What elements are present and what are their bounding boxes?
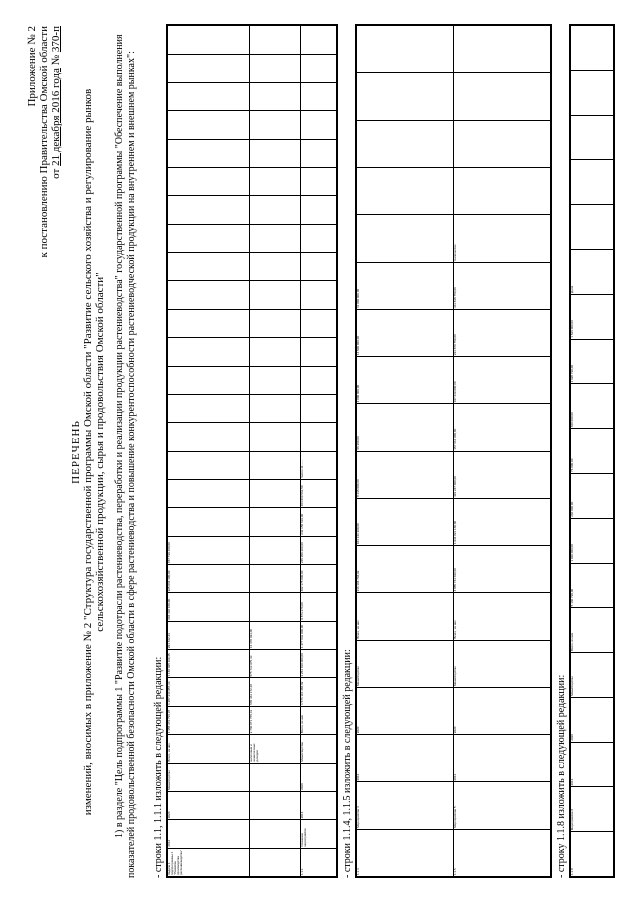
table-cell: 245 950 200,00 xyxy=(301,536,337,564)
table-cell xyxy=(454,168,551,215)
table-cell: 4 885 741 020,00 xyxy=(454,546,551,593)
table-cell xyxy=(249,479,300,507)
table-cell: Основное мероприятие xyxy=(301,820,337,848)
table-cell: 404 860 562,50 xyxy=(301,479,337,507)
table-cell xyxy=(357,215,454,262)
table-cell: 660 000,00 xyxy=(571,384,614,429)
table-cell: 402 175 000,00 xyxy=(301,565,337,593)
table-cell xyxy=(454,73,551,120)
table-cell: Министерство xyxy=(571,653,614,698)
table-cell xyxy=(301,168,337,196)
table-cell xyxy=(454,120,551,167)
appendix-decree-number: 370-п xyxy=(50,26,62,53)
table-cell: 11 000 000,00 xyxy=(357,262,454,309)
table-cell xyxy=(301,309,337,337)
table-cell: 1 620 720,00 xyxy=(571,339,614,384)
table-cell xyxy=(249,224,300,252)
table-cell: 157 739 160,00 xyxy=(168,536,250,564)
table-cell xyxy=(249,281,300,309)
table-cell: Всего, из них xyxy=(357,593,454,640)
table-cell: 8 135 000,00 xyxy=(357,451,454,498)
document-title xyxy=(70,12,106,892)
table-cell: 575 733 975,43 xyxy=(249,650,300,678)
rotated-page xyxy=(20,12,620,892)
table-cell: Число 11 - - - xyxy=(301,451,337,479)
table-cell xyxy=(168,253,250,281)
table-cell xyxy=(168,281,250,309)
table-cell: 1.1.4 xyxy=(357,829,454,876)
table-cell xyxy=(571,26,614,71)
section-label-3: - строку 1.1.8 изложить в следующей редакции: xyxy=(556,674,567,878)
table-cell xyxy=(357,120,454,167)
table-cell xyxy=(249,565,300,593)
table-cell: 2014 xyxy=(301,791,337,819)
table-cell: 225 064 100,00 xyxy=(168,565,250,593)
table-cell: 4 000 000,00 xyxy=(357,357,454,404)
table-cell xyxy=(301,224,337,252)
table-cell: 1 576 110 488,69 xyxy=(301,678,337,706)
table-cell: Министерство xyxy=(168,763,250,791)
table-cell xyxy=(571,70,614,115)
table-cell: Задача 1 подпрограммы 1 "Развитие производства растениеводства" xyxy=(168,848,250,876)
table-cell: Министерство xyxy=(301,735,337,763)
table-cell: 157 641 000,00 xyxy=(454,404,551,451)
table-cell: Мероприятие 5 xyxy=(454,782,551,829)
table-cell xyxy=(168,394,250,422)
table-cell: 493 247 000,00 xyxy=(454,451,551,498)
section-label-2: - строки 1.1.4, 1.1.5 изложить в следующей редакции: xyxy=(342,649,353,878)
table-cell xyxy=(168,82,250,110)
table-cell xyxy=(249,820,300,848)
appendix-date-line: от 21 декабря 2016 года № 370-п xyxy=(50,26,62,179)
table-cell xyxy=(249,338,300,366)
table-cell xyxy=(249,111,300,139)
table-cell xyxy=(168,423,250,451)
table-cell: Всего, из них xyxy=(301,706,337,734)
table-cell: 9 873 276,00 xyxy=(301,593,337,621)
table-cell xyxy=(454,26,551,73)
table-cell: 2020 xyxy=(454,687,551,734)
table-cell xyxy=(249,54,300,82)
table-cell xyxy=(357,168,454,215)
table-cell: Министерство xyxy=(454,640,551,687)
table-row xyxy=(357,26,454,877)
table-cell xyxy=(249,139,300,167)
table-cell: 184 143 300,00 xyxy=(357,498,454,545)
table-cell xyxy=(249,168,300,196)
table-cell xyxy=(168,224,250,252)
table-row xyxy=(249,26,300,877)
table-cell xyxy=(168,111,250,139)
table-cell: 665 442 172,40 xyxy=(249,678,300,706)
table-cell xyxy=(249,26,300,55)
table-cell xyxy=(301,423,337,451)
table-cell xyxy=(168,196,250,224)
table-cell xyxy=(357,73,454,120)
table-cell: Всего, из них xyxy=(168,735,250,763)
table-cell xyxy=(249,309,300,337)
appendix-number: Приложение № 2 xyxy=(26,26,38,107)
table-cell xyxy=(168,508,250,536)
table-cell xyxy=(249,394,300,422)
table-cell: 14 500 000,00 xyxy=(357,309,454,356)
appendix-header xyxy=(26,26,62,257)
table-cell xyxy=(301,253,337,281)
table-cell: 2020 xyxy=(168,791,250,819)
table-cell xyxy=(571,115,614,160)
table-cell: 2014 xyxy=(357,735,454,782)
table-cell xyxy=(249,423,300,451)
table-cell: 197 639 000,00 xyxy=(454,357,551,404)
table-cell xyxy=(249,451,300,479)
table-cell: 2020 xyxy=(301,763,337,791)
table-cell xyxy=(301,54,337,82)
table-row xyxy=(571,26,614,877)
table-rows-1-1-4 xyxy=(355,24,552,878)
table-cell: 204 436 100,00 xyxy=(168,593,250,621)
table-cell: 2014 xyxy=(454,735,551,782)
table-row xyxy=(454,26,551,877)
table-cell: 1.1.1 xyxy=(301,848,337,876)
table-cell: 242 158 610,00 xyxy=(301,508,337,536)
table-cell: 260 000,00 xyxy=(571,473,614,518)
title-line-2: сельскохозяйственной продукции, сырья и продовольствия Омской области" xyxy=(94,272,106,632)
table-cell xyxy=(168,338,250,366)
table-cell xyxy=(168,366,250,394)
title-line-1: изменений, вносимых в приложение № 2 "Структура государственной программы Омской области "Развитие сельского хозяйства и регулирование рынков xyxy=(82,88,94,816)
table-cell: 2014 xyxy=(168,820,250,848)
table-cell: 66 300,00 xyxy=(357,404,454,451)
title-heading: ПЕРЕЧЕНЬ xyxy=(70,420,82,484)
table-cell: Мероприятие 8 xyxy=(571,787,614,832)
table-cell xyxy=(301,111,337,139)
table-cell: 1 254 010 000,00 xyxy=(301,650,337,678)
table-cell xyxy=(168,451,250,479)
table-cell xyxy=(249,366,300,394)
table-cell: 1 287 244 957,34 xyxy=(168,678,250,706)
table-cell xyxy=(301,338,337,366)
section-label-1: - строки 1.1, 1.1.1 изложить в следующей редакции: xyxy=(153,656,164,878)
table-cell xyxy=(301,82,337,110)
table-cell: 2020 xyxy=(571,697,614,742)
table-cell xyxy=(249,791,300,819)
table-cell: Всего, из них xyxy=(571,608,614,653)
table-cell xyxy=(168,26,250,55)
table-cell xyxy=(249,253,300,281)
table-cell: 1 944 021 160,00 xyxy=(454,498,551,545)
table-cell xyxy=(168,168,250,196)
table-cell: 216 104 704,92 xyxy=(357,546,454,593)
table-row-1-1-8 xyxy=(569,24,615,878)
table-cell: 1 355 372 736,97 xyxy=(168,706,250,734)
table-cell xyxy=(168,479,250,507)
appendix-date: 21 декабря 2016 года xyxy=(50,68,62,166)
table-rows-1-1 xyxy=(166,24,338,878)
table-row xyxy=(301,26,337,877)
table-cell: Мероприятие 4 xyxy=(357,782,454,829)
table-cell xyxy=(301,26,337,55)
table-cell xyxy=(571,205,614,250)
table-cell: Доля xyxy=(571,250,614,295)
appendix-decree: к постановлению Правительства Омской области xyxy=(38,26,50,258)
table-cell xyxy=(571,160,614,205)
table-cell: 291 612,43 xyxy=(168,621,250,649)
table-cell: 1 526 000,00 xyxy=(571,294,614,339)
table-cell: 1.1.5 xyxy=(454,829,551,876)
table-cell: Всего, из них xyxy=(454,593,551,640)
table-cell xyxy=(168,54,250,82)
table-cell: 5 160 720,00 xyxy=(571,563,614,608)
table-cell: Количество xyxy=(454,215,551,262)
table-cell: 2 760 071 765,41 xyxy=(249,706,300,734)
table-cell: 1 020 000,00 xyxy=(571,518,614,563)
table-cell: 1 477 032 000,00 xyxy=(301,621,337,649)
table-cell: 1.1.8 xyxy=(571,832,614,877)
intro-paragraph: 1) в разделе "Цель подпрограммы 1 "Развитие подотрасли растениеводства, переработки и реализации продукции растениеводства" государственной программы "Обеспечение выполнения показателей продовольственной безопасности Омской области в сфере растениеводства и повышение конкурентоспособности растениеводческой продукции на внутреннем и внешнем рынках": xyxy=(114,34,137,878)
table-cell: 74 000,00 xyxy=(571,429,614,474)
table-cell xyxy=(249,848,300,876)
table-cell xyxy=(301,394,337,422)
table-cell: Министерство xyxy=(357,640,454,687)
table-cell: 14 470 493,00 xyxy=(249,621,300,649)
table-cell xyxy=(168,139,250,167)
table-cell xyxy=(301,139,337,167)
table-cell xyxy=(249,593,300,621)
table-cell xyxy=(249,508,300,536)
table-cell: 311 818 750,00 xyxy=(454,262,551,309)
table-cell: 221 870 750,00 xyxy=(454,309,551,356)
table-cell: 2020 xyxy=(357,687,454,734)
table-cell xyxy=(357,26,454,73)
table-row xyxy=(168,26,250,877)
table-cell xyxy=(249,196,300,224)
table-cell: 1 140 495 110,45 xyxy=(168,650,250,678)
table-cell xyxy=(301,366,337,394)
table-cell xyxy=(249,763,300,791)
table-cell xyxy=(301,281,337,309)
table-cell: 2014 xyxy=(571,742,614,787)
table-cell xyxy=(168,309,250,337)
table-cell xyxy=(301,196,337,224)
table-cell: налоговых и неналоговых доходов xyxy=(249,735,300,763)
table-cell xyxy=(249,536,300,564)
table-cell xyxy=(249,82,300,110)
